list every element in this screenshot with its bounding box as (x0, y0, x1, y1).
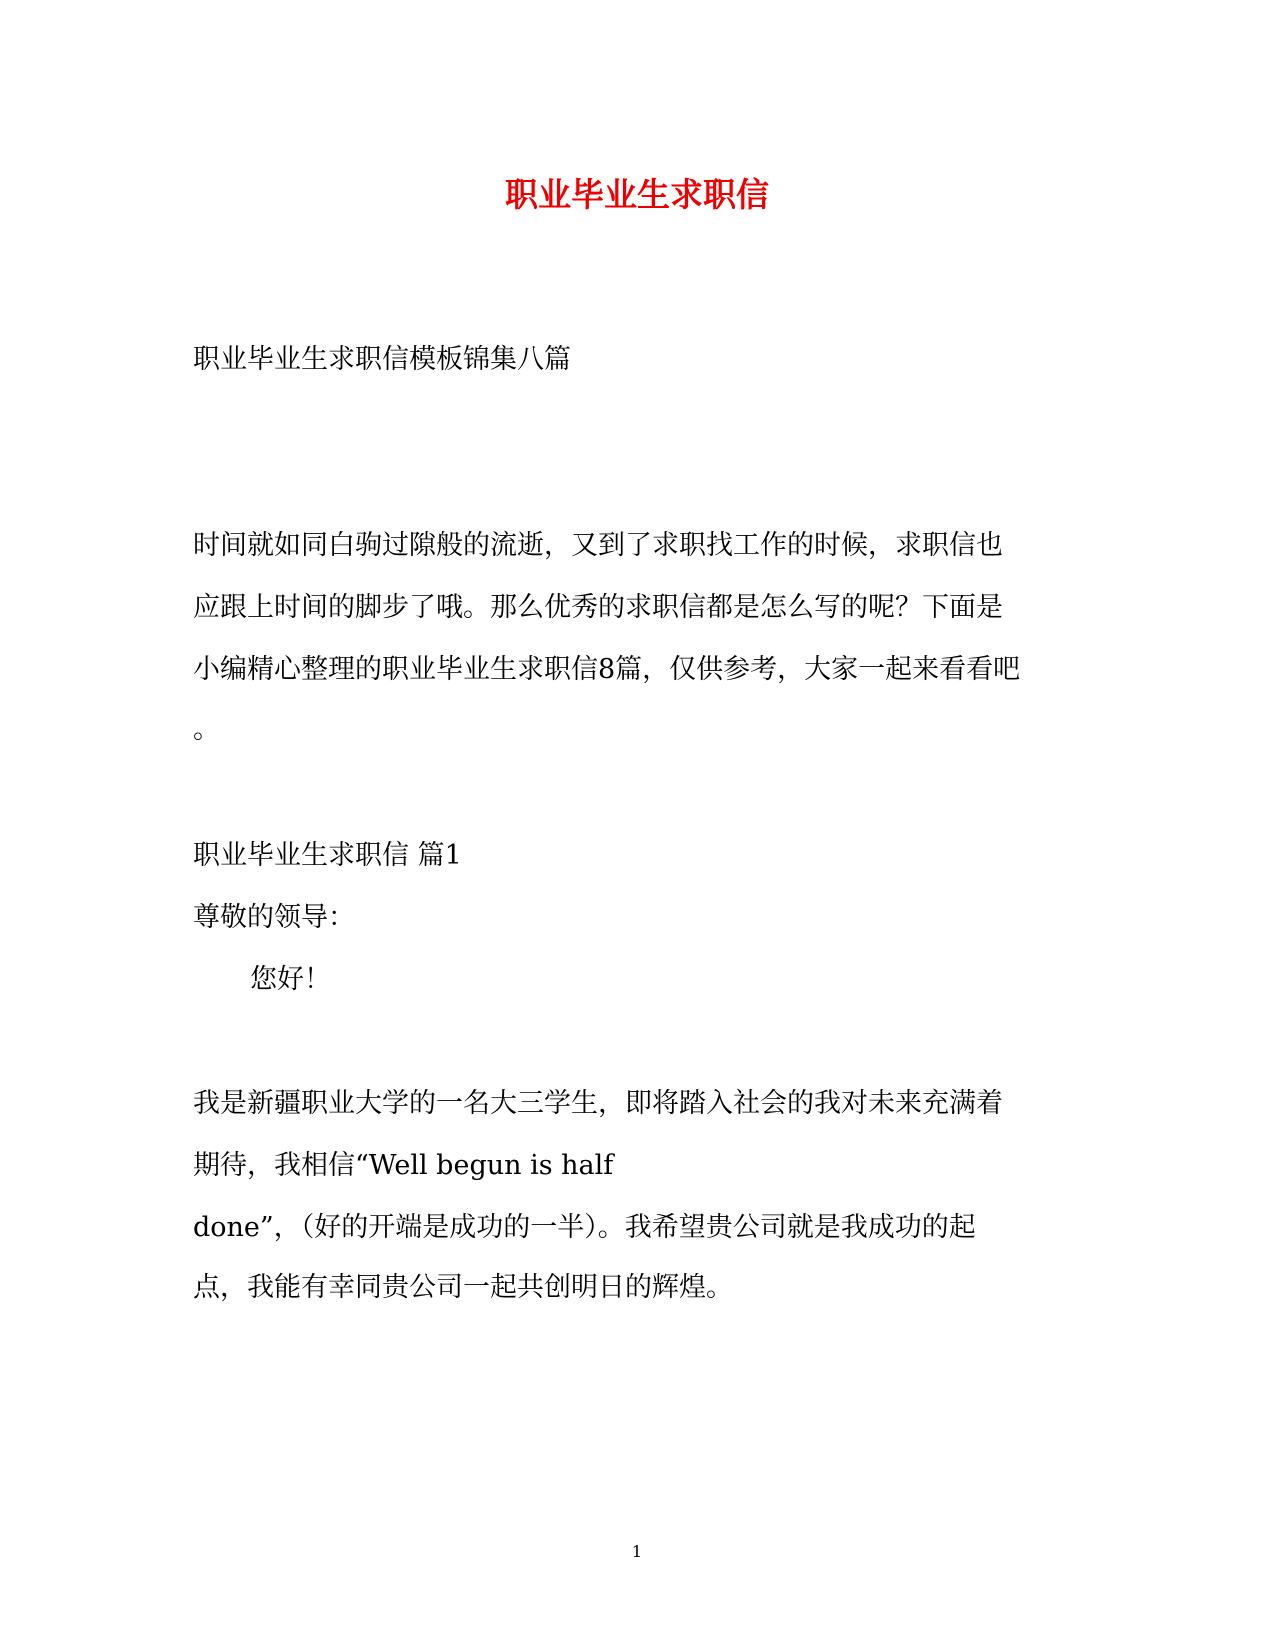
section-heading: 职业毕业生求职信 篇1 (193, 840, 462, 871)
document-subtitle: 职业毕业生求职信模板锦集八篇 (193, 344, 571, 375)
body-line-3: done”，（好的开端是成功的一半）。我希望贵公司就是我成功的起 (193, 1212, 976, 1243)
intro-line-1: 时间就如同白驹过隙般的流逝，又到了求职找工作的时候，求职信也 (193, 530, 1003, 561)
intro-line-3: 小编精心整理的职业毕业生求职信8篇，仅供参考，大家一起来看看吧 (193, 654, 1021, 685)
page-number: 1 (631, 1542, 643, 1561)
intro-line-2: 应跟上时间的脚步了哦。那么优秀的求职信都是怎么写的呢？下面是 (193, 592, 1003, 623)
intro-line-4: 。 (193, 714, 220, 745)
body-line-2: 期待，我相信“Well begun is half (193, 1150, 614, 1181)
document-title: 职业毕业生求职信 (505, 175, 769, 214)
body-line-1: 我是新疆职业大学的一名大三学生，即将踏入社会的我对未来充满着 (193, 1088, 1003, 1119)
body-line-4: 点，我能有幸同贵公司一起共创明日的辉煌。 (193, 1272, 733, 1303)
greeting: 您好！ (250, 964, 331, 995)
salutation: 尊敬的领导： (193, 902, 355, 933)
